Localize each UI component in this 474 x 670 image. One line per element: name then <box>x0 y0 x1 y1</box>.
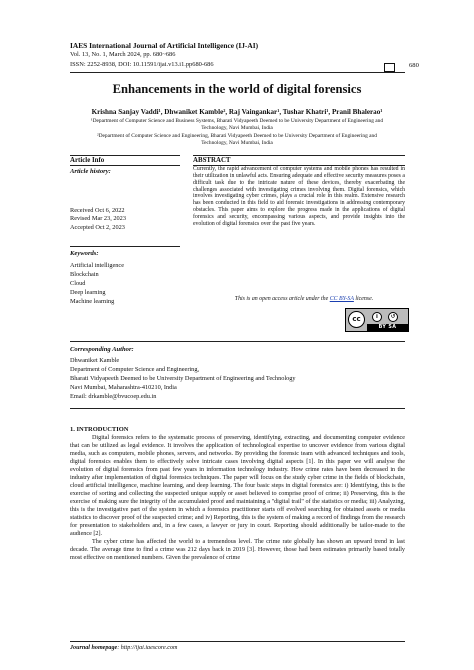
keyword-item: Machine learning <box>70 298 115 305</box>
accepted-date: Accepted Oct 2, 2023 <box>70 224 125 231</box>
page-number: 680 <box>409 62 419 69</box>
attribution-icon: i <box>372 312 382 322</box>
article-info-top-rule <box>70 155 180 156</box>
cc-icon: cc <box>348 311 365 328</box>
corresponding-address: Navi Mumbai, Maharashtra-410210, India <box>70 384 177 391</box>
footer-label: Journal homepage <box>70 645 118 651</box>
authors: Krishna Sanjay Vaddi¹, Dhwaniket Kamble², Raj Vaingankar¹, Tushar Khatri¹, Pranil Bhalerao¹ <box>91 108 383 116</box>
keyword-item: Artificial intelligence <box>70 262 125 269</box>
journal-name: IAES International Journal of Artificial Intelligence (IJ-AI) <box>70 41 259 50</box>
abstract-heading: ABSTRACT <box>193 157 231 164</box>
abstract-top-rule <box>193 155 405 156</box>
volume-line: Vol. 13, No. 1, March 2024, pp. 680~686 <box>70 51 176 58</box>
keyword-item: Blockchain <box>70 271 99 278</box>
keyword-item: Deep learning <box>70 289 106 296</box>
abstract-text: Currently, the rapid advancement of computer systems and mobile phones has resulted in their utilization in unlawful acts. Ensuring adequate and effective security measures poses a difficult task due to the intricate nature of these devices, thereby exacerbating the challenges associated with investigating crimes involving them. Digital forensics, which involves investigating cyber crimes, plays a crucial role in this realm. Extensive research has been conducted in this field to aid forensic investigations in addressing contemporary obstacles. This paper aims to explore the progress made in the applications of digital forensics and security, encompassing various aspects, and provide insights into the evolution of digital forensics over the past five years. <box>193 166 405 227</box>
share-alike-icon: ↺ <box>388 312 398 322</box>
corresponding-email[interactable]: Email: drkamble@bvucoep.edu.in <box>70 393 157 400</box>
keywords-heading: Keywords: <box>70 250 99 257</box>
history-heading: Article history: <box>70 168 111 175</box>
corresponding-top-rule <box>70 341 405 342</box>
page-box-icon <box>384 63 395 72</box>
affiliation-1b: Technology, Navi Mumbai, India <box>201 125 273 131</box>
affiliation-2a: ²Department of Computer Science and Engineering, Bharati Vidyapeeth Deemed to be University Department of Engineering and <box>97 133 377 139</box>
open-access-prefix: This is an open access article under the <box>234 296 330 302</box>
corresponding-heading: Corresponding Author: <box>70 346 134 353</box>
article-info-heading: Article Info <box>70 157 105 164</box>
paper-title: Enhancements in the world of digital forensics <box>112 82 362 96</box>
header-rule <box>70 72 405 73</box>
corresponding-dept: Department of Computer Science and Engineering, <box>70 366 200 373</box>
introduction-paragraph: The cyber crime has affected the world to a tremendous level. The crime rate globally has shown an upward trend in last decade. The average time to find a crime was 212 days back in 2019 [3]. However, those had been estimates primarily based totally most effective on mentioned numbers. Given the prevalence of crime <box>70 539 405 561</box>
journal-homepage <box>70 645 177 651</box>
issn-line: ISSN: 2252-8938, DOI: 10.11591/ijai.v13.i1.pp680-686 <box>70 61 214 68</box>
keyword-item: Cloud <box>70 280 86 287</box>
introduction-paragraph: Digital forensics refers to the systematic process of preserving, identifying, extracting, and documenting computer evidence that can be utilized as legal evidence. It involves the application of technological expertise to uncover evidence from various digital media, such as computers, mobile phones, servers, and networks. By providing the forensic team with advanced techniques and tools, digital forensics enables them to effectively solve intricate cases involving digital aspects [1]. In this paper we will analyse the evolution of digital forensics from past few years in information technology industry. How crime rates have been decreased in the industry after implementation of digital forensics techniques. The paper will focus on the study cyber crime in the fields of blockchain, cloud artificial intelligence, machine learning, and deep learning. The four basic steps in digital forensics are: i) Identifying, this is the exercise of sorting and collecting the suspected unique supply or asset believed to comprise proof of crime; ii) Preserving, this is the exercise of making sure the integrity of the accumulated proof and maintaining a "digital trail" of the statistics or media; iii) Analyzing, this is the investigative part of the system in which a forensics practitioner starts off evolved searching for obtained assets or media statistics to discover proof of the suspected crime; and iv) Reporting, this is the system of making a record of findings from the research for presentation to stakeholders and, in a few cases, a lawyer or jury in court. Reporting should additionally be tailor-made to the audience [2]. <box>70 435 405 537</box>
homepage-url[interactable]: : http://ijai.iaescore.com <box>117 645 178 651</box>
keywords-rule <box>70 246 180 247</box>
corresponding-name: Dhwaniket Kamble <box>70 357 120 364</box>
introduction-body <box>70 434 405 562</box>
article-info-rule <box>70 165 180 166</box>
affiliation-2b: Technology, Navi Mumbai, India <box>201 140 273 146</box>
license-link[interactable]: CC BY-SA <box>329 296 354 302</box>
open-access-suffix: license. <box>353 296 374 302</box>
corresponding-university: Bharati Vidyapeeth Deemed to be University Department of Engineering and Technology <box>70 375 296 382</box>
revised-date: Revised Mar 23, 2023 <box>70 215 126 222</box>
footer-rule <box>70 641 405 642</box>
received-date: Received Oct 6, 2022 <box>70 207 125 214</box>
introduction-heading: 1. INTRODUCTION <box>70 426 129 433</box>
affiliation-1a: ¹Department of Computer Science and Business Systems, Bharati Vidyapeeth Deemed to be University Department of Engineering and <box>90 118 384 124</box>
cc-by-sa-badge[interactable] <box>345 308 409 332</box>
corresponding-bottom-rule <box>70 408 405 409</box>
cc-badge-label: BY SA <box>367 324 408 331</box>
open-access-note <box>193 296 415 302</box>
